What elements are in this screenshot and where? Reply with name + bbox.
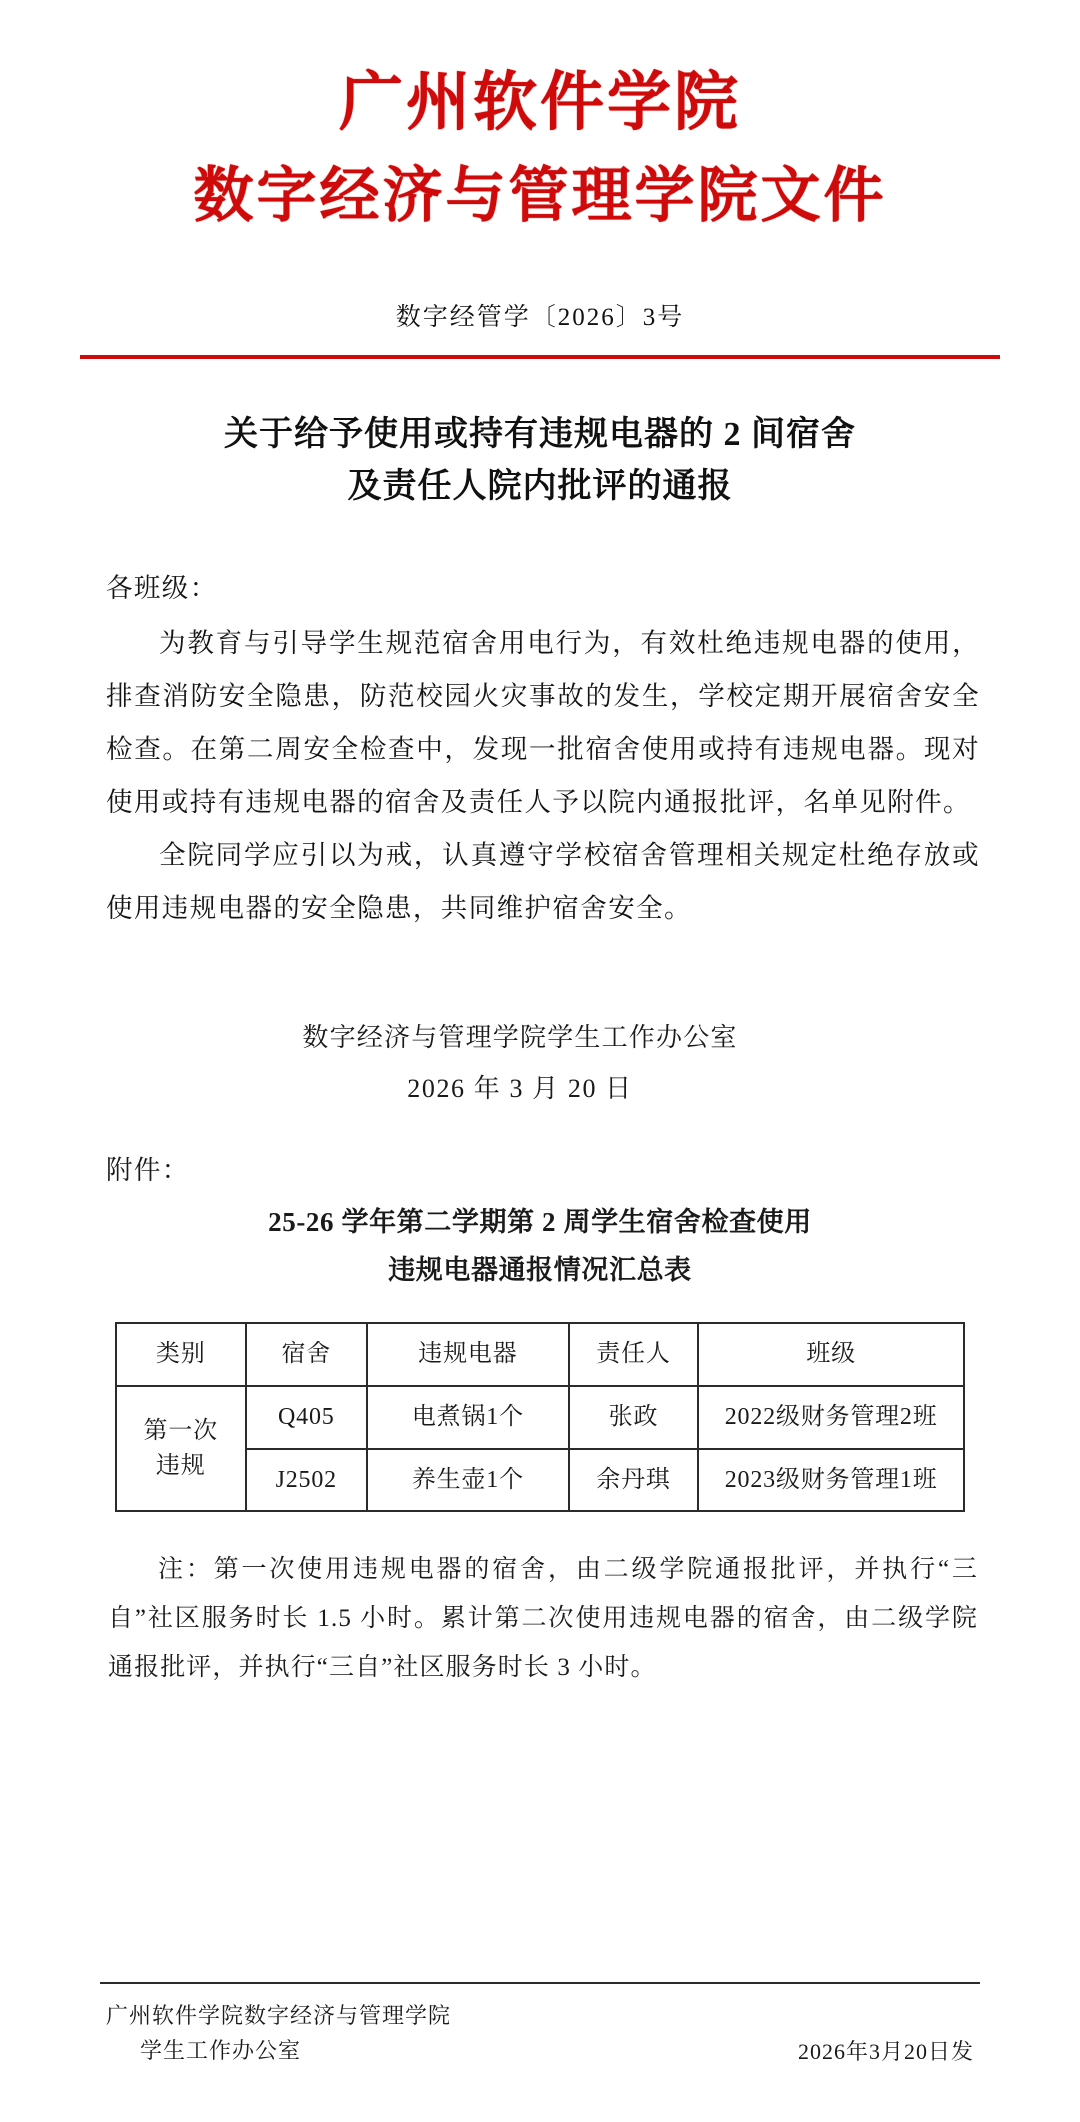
table-header-category: 类别 — [116, 1323, 246, 1386]
page-title-line-2: 及责任人院内批评的通报 — [347, 468, 733, 506]
red-divider — [80, 355, 1000, 359]
page-title-line-1: 关于给予使用或持有违规电器的 2 间宿舍 — [224, 415, 856, 453]
table-cell-category — [116, 1386, 246, 1512]
table-cell-dorm: J2502 — [246, 1449, 368, 1512]
table-row — [116, 1386, 964, 1449]
attachment-label: 附件： — [106, 1155, 190, 1186]
signature-organization: 数字经济与管理学院学生工作办公室 — [302, 1023, 738, 1053]
table-header-responsible: 责任人 — [569, 1323, 699, 1386]
table-cell-dorm: Q405 — [246, 1386, 368, 1449]
attachment-title — [78, 1199, 1002, 1294]
document-masthead — [78, 62, 1002, 235]
table-header-row — [116, 1323, 964, 1386]
masthead-line-1: 广州软件学院 — [339, 67, 741, 138]
table-cell-class: 2023级财务管理1班 — [698, 1449, 964, 1512]
masthead-line-2: 数字经济与管理学院文件 — [193, 162, 887, 229]
body-paragraph-1: 为教育与引导学生规范宿舍用电行为，有效杜绝违规电器的使用，排查消防安全隐患，防范校园火灾事故的发生，学校定期开展宿舍安全检查。在第二周安全检查中，发现一批宿舍使用或持有违规电器。现对使用或持有违规电器的宿舍及责任人予以院内通报批评，名单见附件。 — [106, 628, 980, 818]
footer-row — [78, 1998, 1002, 2068]
attachment-title-line-2: 违规电器通报情况汇总表 — [388, 1254, 692, 1285]
violation-table — [115, 1322, 965, 1512]
table-cell-class: 2022级财务管理2班 — [698, 1386, 964, 1449]
footer-issuer-line-1: 广州软件学院数字经济与管理学院 — [106, 2002, 452, 2028]
body-paragraph-2: 全院同学应引以为戒，认真遵守学校宿舍管理相关规定杜绝存放或使用违规电器的安全隐患，共同维护宿舍安全。 — [106, 840, 980, 924]
signature-date: 2026 年 3 月 20 日 — [407, 1073, 633, 1103]
document-number: 数字经管学〔2026〕3号 — [395, 303, 685, 331]
footer-issuer-line-2: 学生工作办公室 — [140, 2037, 302, 2063]
table-cell-responsible: 张政 — [569, 1386, 699, 1449]
table-header-appliance: 违规电器 — [367, 1323, 569, 1386]
table-cell-responsible: 余丹琪 — [569, 1449, 699, 1512]
attachment-title-line-1: 25-26 学年第二学期第 2 周学生宿舍检查使用 — [268, 1207, 812, 1238]
document-footer — [78, 1982, 1002, 2068]
footer-issuer — [106, 1998, 451, 2068]
signature-block — [78, 1013, 1002, 1114]
category-line-2: 违规 — [155, 1452, 206, 1479]
page-title — [118, 409, 962, 514]
footer-issue-date: 2026年3月20日发 — [797, 2039, 974, 2064]
document-body — [78, 562, 1002, 935]
table-cell-appliance: 养生壶1个 — [367, 1449, 569, 1512]
table-cell-appliance: 电煮锅1个 — [367, 1386, 569, 1449]
table-note-text: 注：第一次使用违规电器的宿舍，由二级学院通报批评，并执行“三自”社区服务时长 1.5 小时。累计第二次使用违规电器的宿舍，由二级学院通报批评，并执行“三自”社区服务时长 3 小时。 — [108, 1556, 978, 1681]
category-line-1: 第一次 — [143, 1417, 218, 1444]
table-header-class: 班级 — [698, 1323, 964, 1386]
table-note — [78, 1546, 1002, 1692]
footer-divider — [100, 1982, 980, 1984]
body-salutation: 各班级： — [106, 573, 218, 604]
table-header-dorm: 宿舍 — [246, 1323, 368, 1386]
